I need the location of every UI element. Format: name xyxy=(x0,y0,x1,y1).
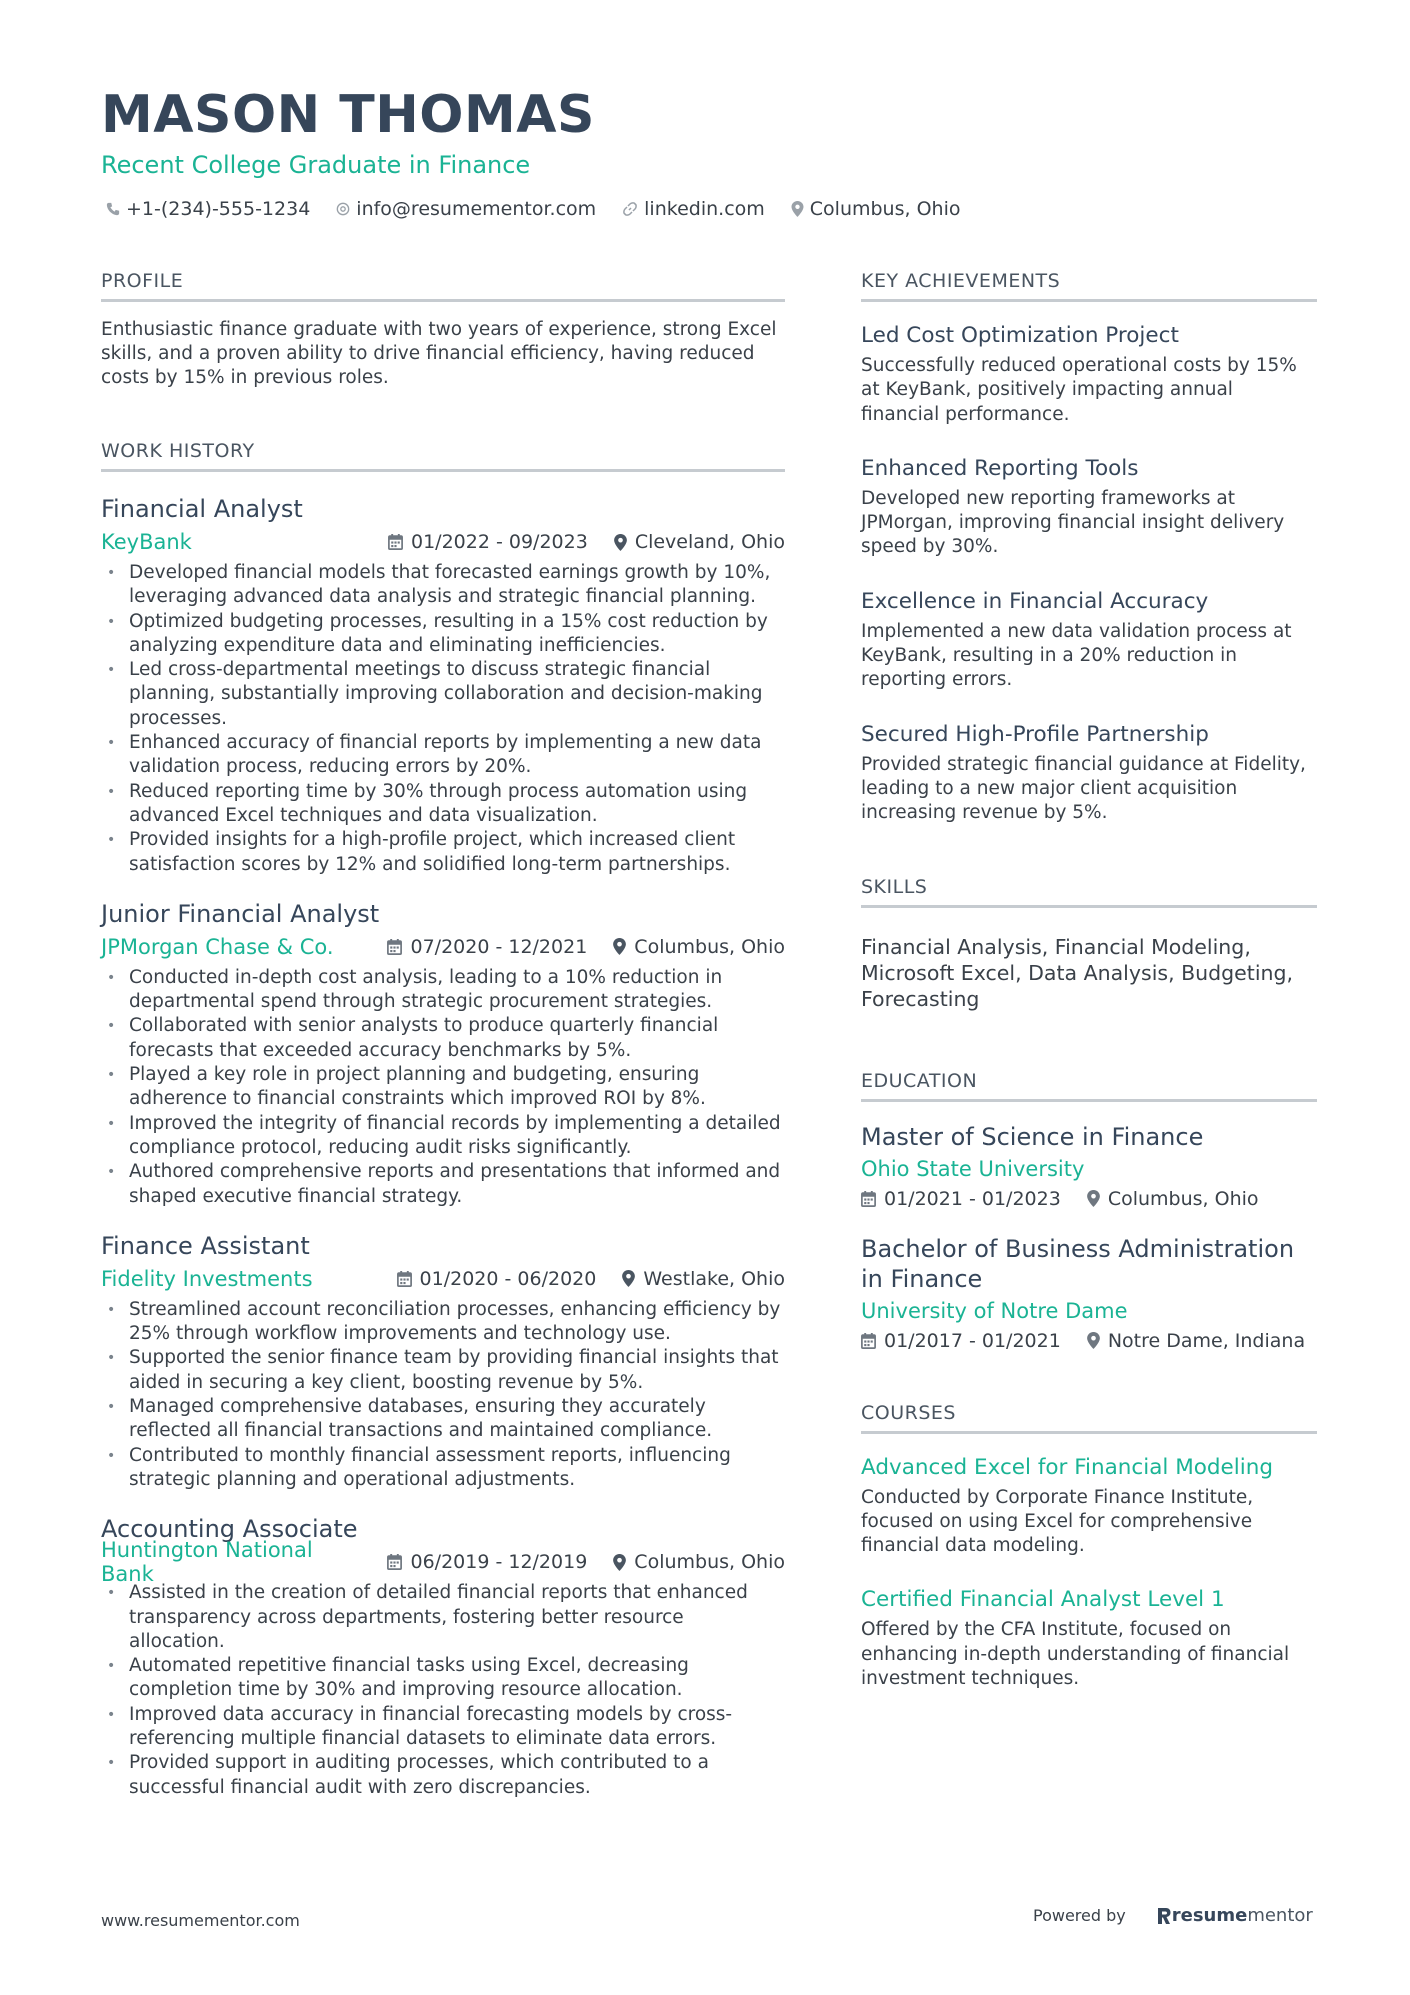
location-icon xyxy=(622,1270,635,1287)
footer-powered-by xyxy=(1033,1905,1313,1926)
job-location xyxy=(613,936,785,958)
education-location xyxy=(1087,1188,1259,1210)
education-location-text: Notre Dame, Indiana xyxy=(1107,1329,1306,1352)
job-entry xyxy=(101,1231,785,1492)
right-column xyxy=(861,268,1317,1691)
education-meta xyxy=(861,1330,1317,1352)
job-location xyxy=(614,531,785,553)
job-dates xyxy=(397,1268,597,1290)
achievement-desc: Successfully reduced operational costs by 15% at KeyBank, positively impacting annual financial performance. xyxy=(861,355,1297,425)
skills-text: Financial Analysis, Financial Modeling, Microsoft Excel, Data Analysis, Budgeting, Forecasting xyxy=(861,934,1294,1011)
list-item: • Played a key role in project planning and budgeting, ensuring adherence to financial constraints which improved ROI by 8%. xyxy=(101,1063,785,1112)
education-location-text: Columbus, Ohio xyxy=(1107,1187,1259,1210)
link-icon xyxy=(622,201,638,217)
course-desc: Conducted by Corporate Finance Institute, focused on using Excel for comprehensive financial data modeling. xyxy=(861,1486,1254,1557)
brand-text-rest: mentor xyxy=(1247,1905,1313,1926)
list-item: • Provided support in auditing processes, which contributed to a successful financial audit with zero discrepancies. xyxy=(101,1751,785,1800)
job-meta xyxy=(101,1538,785,1587)
list-item: • Automated repetitive financial tasks using Excel, decreasing completion time by 30% and improving resource allocation. xyxy=(101,1654,785,1703)
contact-linkedin[interactable] xyxy=(622,198,765,220)
calendar-icon xyxy=(387,1554,402,1570)
location-icon xyxy=(1087,1332,1100,1349)
job-location-text: Columbus, Ohio xyxy=(634,1551,785,1574)
education-dates-text: 01/2017 - 01/2021 xyxy=(884,1329,1061,1352)
job-location-text: Cleveland, Ohio xyxy=(634,531,785,553)
location-icon xyxy=(613,938,626,955)
brand-mark-icon xyxy=(1156,1906,1172,1926)
job-bullets xyxy=(101,561,785,877)
list-item: • Contributed to monthly financial assessment reports, influencing strategic planning and operational adjustments. xyxy=(101,1444,785,1493)
job-entry xyxy=(101,1514,785,1800)
work-history-heading: WORK HISTORY xyxy=(101,438,785,472)
education-item xyxy=(861,1234,1317,1352)
list-item: • Reduced reporting time by 30% through process automation using advanced Excel techniques and data visualization. xyxy=(101,780,785,829)
courses-heading: COURSES xyxy=(861,1400,1317,1434)
calendar-icon xyxy=(388,534,403,550)
job-dates-text: 01/2020 - 06/2020 xyxy=(419,1267,597,1290)
job-title: Financial Analyst xyxy=(101,495,303,523)
list-item: • Authored comprehensive reports and presentations that informed and shaped executive financial strategy. xyxy=(101,1160,785,1209)
location-icon xyxy=(614,534,627,551)
education-school: University of Notre Dame xyxy=(861,1298,1128,1323)
job-entry xyxy=(101,899,785,1209)
job-dates-text: 01/2022 - 09/2023 xyxy=(411,531,588,553)
education-meta xyxy=(861,1188,1317,1210)
achievement-title: Excellence in Financial Accuracy xyxy=(861,588,1209,614)
job-company: JPMorgan Chase & Co. xyxy=(101,934,334,959)
job-company: KeyBank xyxy=(101,530,192,554)
contact-linkedin-text: linkedin.com xyxy=(644,198,765,220)
education-dates xyxy=(861,1188,1061,1210)
list-item: • Optimized budgeting processes, resulting in a 15% cost reduction by analyzing expenditure data and eliminating inefficiencies. xyxy=(101,610,785,659)
achievement-title: Enhanced Reporting Tools xyxy=(861,455,1139,481)
list-item: • Managed comprehensive databases, ensuring they accurately reflected all financial transactions and maintained compliance. xyxy=(101,1395,785,1444)
job-dates-text: 06/2019 - 12/2019 xyxy=(410,1551,588,1574)
calendar-icon xyxy=(397,1271,412,1287)
achievement-item xyxy=(861,455,1317,560)
achievement-title: Led Cost Optimization Project xyxy=(861,323,1179,348)
list-item: • Improved the integrity of financial records by implementing a detailed compliance protocol, reducing audit risks significantly. xyxy=(101,1112,785,1161)
list-item: • Conducted in-depth cost analysis, leading to a 10% reduction in departmental spend through strategic procurement strategies. xyxy=(101,966,785,1015)
job-location-text: Westlake, Ohio xyxy=(643,1267,785,1290)
achievement-item xyxy=(861,588,1317,693)
brand-logo[interactable] xyxy=(1156,1905,1313,1926)
contact-phone-text: +1-(234)-555-1234 xyxy=(126,198,311,220)
job-location xyxy=(613,1551,785,1573)
job-company: Huntington National Bank xyxy=(101,1538,313,1587)
left-column xyxy=(101,268,785,1800)
course-desc: Offered by the CFA Institute, focused on enhancing in-depth understanding of financial investment techniques. xyxy=(861,1619,1290,1690)
achievement-desc: Implemented a new data validation process at KeyBank, resulting in a 20% reduction in reporting errors. xyxy=(861,620,1292,691)
job-location-text: Columbus, Ohio xyxy=(634,935,785,958)
contact-location-text: Columbus, Ohio xyxy=(809,198,961,220)
footer-website[interactable]: www.resumementor.com xyxy=(101,1911,300,1930)
job-title: Finance Assistant xyxy=(101,1231,310,1260)
job-title: Junior Financial Analyst xyxy=(101,899,380,928)
job-meta xyxy=(101,1264,785,1294)
skills-heading: SKILLS xyxy=(861,874,1317,908)
profile-heading: PROFILE xyxy=(101,268,785,302)
education-dates-text: 01/2021 - 01/2023 xyxy=(884,1187,1061,1210)
education-item xyxy=(861,1122,1317,1210)
job-bullets xyxy=(101,966,785,1209)
list-item: • Improved data accuracy in financial forecasting models by cross-referencing multiple financial datasets to eliminate data errors. xyxy=(101,1703,785,1752)
job-meta xyxy=(101,932,785,962)
contact-location xyxy=(791,198,961,220)
job-dates-text: 07/2020 - 12/2021 xyxy=(410,935,588,958)
job-title: Accounting Associate xyxy=(101,1515,358,1544)
achievement-desc: Developed new reporting frameworks at JPMorgan, improving financial insight delivery speed by 30%. xyxy=(861,487,1285,558)
list-item: • Collaborated with senior analysts to produce quarterly financial forecasts that exceeded accuracy benchmarks by 5%. xyxy=(101,1014,785,1063)
education-location xyxy=(1087,1330,1305,1352)
candidate-title: Recent College Graduate in Finance xyxy=(101,151,531,179)
contact-bar xyxy=(106,198,986,220)
profile-text: Enthusiastic finance graduate with two years of experience, strong Excel skills, and a proven ability to drive financial efficiency, having reduced costs by 15% in previous roles. xyxy=(101,319,777,388)
job-company: Fidelity Investments xyxy=(101,1266,313,1291)
achievement-title: Secured High-Profile Partnership xyxy=(861,721,1209,747)
list-item: • Supported the senior finance team by providing financial insights that aided in securing a key client, boosting revenue by 5%. xyxy=(101,1346,785,1395)
calendar-icon xyxy=(861,1333,876,1349)
course-item xyxy=(861,1454,1317,1559)
achievement-desc: Provided strategic financial guidance at Fidelity, leading to a new major client acquisition increasing revenue by 5%. xyxy=(861,753,1306,824)
course-item xyxy=(861,1586,1317,1691)
achievement-item xyxy=(861,322,1317,427)
job-bullets xyxy=(101,1298,785,1492)
brand-text-bold: resume xyxy=(1171,1905,1248,1926)
job-dates xyxy=(387,936,587,958)
phone-icon xyxy=(106,202,120,216)
location-icon xyxy=(1087,1190,1100,1207)
education-degree: Bachelor of Business Administration in Finance xyxy=(861,1234,1295,1293)
list-item: • Developed financial models that forecasted earnings growth by 10%, leveraging advanced data analysis and strategic financial planning. xyxy=(101,561,785,610)
education-heading: EDUCATION xyxy=(861,1068,1317,1102)
powered-by-label: Powered by xyxy=(1033,1906,1126,1925)
contact-email-text: info@resumementor.com xyxy=(356,198,597,220)
achievements-heading: KEY ACHIEVEMENTS xyxy=(861,268,1317,302)
at-icon xyxy=(336,202,350,216)
contact-email[interactable] xyxy=(336,198,596,220)
list-item: • Assisted in the creation of detailed financial reports that enhanced transparency across departments, fostering better resource allocation. xyxy=(101,1581,785,1654)
location-icon xyxy=(613,1554,626,1571)
list-item: • Provided insights for a high-profile project, which increased client satisfaction scores by 12% and solidified long-term partnerships. xyxy=(101,828,785,877)
course-title: Certified Financial Analyst Level 1 xyxy=(861,1587,1225,1613)
contact-phone[interactable] xyxy=(106,198,310,220)
calendar-icon xyxy=(387,939,402,955)
job-dates xyxy=(387,1551,587,1573)
education-degree: Master of Science in Finance xyxy=(861,1122,1204,1151)
education-dates xyxy=(861,1330,1061,1352)
candidate-name: MASON THOMAS xyxy=(101,85,595,145)
job-entry xyxy=(101,494,785,877)
list-item: • Led cross-departmental meetings to discuss strategic financial planning, substantially improving collaboration and decision-making processes. xyxy=(101,658,785,731)
job-dates xyxy=(388,531,588,553)
list-item: • Enhanced accuracy of financial reports by implementing a new data validation process, reducing errors by 20%. xyxy=(101,731,785,780)
education-school: Ohio State University xyxy=(861,1156,1085,1181)
location-icon xyxy=(791,201,804,217)
achievement-item xyxy=(861,721,1317,826)
job-meta xyxy=(101,527,785,557)
calendar-icon xyxy=(861,1191,876,1207)
list-item: • Streamlined account reconciliation processes, enhancing efficiency by 25% through workflow improvements and technology use. xyxy=(101,1298,785,1347)
course-title: Advanced Excel for Financial Modeling xyxy=(861,1454,1273,1480)
job-bullets xyxy=(101,1581,785,1800)
job-location xyxy=(622,1268,785,1290)
